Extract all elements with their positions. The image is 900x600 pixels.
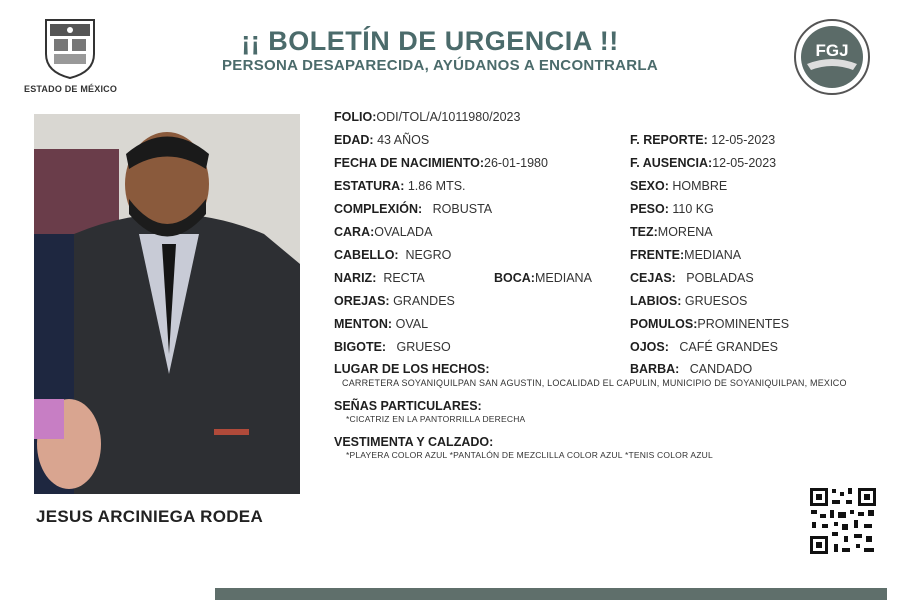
person-name: JESUS ARCINIEGA RODEA: [36, 507, 264, 526]
field-estatura: ESTATURA: 1.86 MTS.: [334, 179, 466, 193]
estado-de-mexico-logo: [24, 14, 116, 94]
field-complexion: COMPLEXIÓN: ROBUSTA: [334, 202, 493, 216]
field-edad: EDAD: 43 AÑOS: [334, 133, 430, 147]
field-senas-label: SEÑAS PARTICULARES:: [334, 399, 482, 413]
state-caption: ESTADO DE MÉXICO: [24, 84, 118, 94]
field-pomulos: POMULOS:PROMINENTES: [630, 317, 790, 331]
field-cara: CARA:OVALADA: [334, 225, 433, 239]
field-sexo: SEXO: HOMBRE: [630, 179, 728, 193]
field-bigote: BIGOTE: GRUESO: [334, 340, 451, 354]
field-vestimenta-value: *PLAYERA COLOR AZUL *PANTALÓN DE MEZCLILLA COLOR AZUL *TENIS COLOR AZUL: [346, 450, 713, 460]
bulletin-subtitle: PERSONA DESAPARECIDA, AYÚDANOS A ENCONTRARLA: [221, 57, 658, 74]
field-orejas: OREJAS: GRANDES: [334, 294, 455, 308]
field-lugar-value: CARRETERA SOYANIQUILPAN SAN AGUSTIN, LOCALIDAD EL CAPULIN, MUNICIPIO DE SOYANIQUILPAN, MEXICO: [342, 378, 847, 388]
field-labios: LABIOS: GRUESOS: [630, 294, 748, 308]
estado-de-mexico-crest-icon: [40, 14, 100, 80]
field-tez: TEZ:MORENA: [630, 225, 713, 239]
field-barba: BARBA: CANDADO: [630, 362, 753, 376]
field-menton: MENTON: OVAL: [334, 317, 429, 331]
field-folio: FOLIO:ODI/TOL/A/1011980/2023: [334, 110, 521, 124]
fgj-seal-icon: [793, 18, 871, 96]
field-lugar-label: LUGAR DE LOS HECHOS:: [334, 362, 490, 376]
field-f-reporte: F. REPORTE: 12-05-2023: [630, 133, 776, 147]
field-ojos: OJOS: CAFÉ GRANDES: [630, 340, 778, 354]
field-f-ausencia: F. AUSENCIA:12-05-2023: [630, 156, 777, 170]
missing-person-photo: [34, 114, 300, 494]
field-boca: BOCA:MEDIANA: [494, 271, 592, 285]
bottom-band: [215, 588, 887, 600]
field-cejas: CEJAS: POBLADAS: [630, 271, 754, 285]
field-senas-value: *CICATRIZ EN LA PANTORRILLA DERECHA: [346, 414, 526, 424]
field-vestimenta-label: VESTIMENTA Y CALZADO:: [334, 435, 494, 449]
qr-code-icon: [808, 486, 878, 556]
bulletin-title: ¡¡ BOLETÍN DE URGENCIA !!: [241, 26, 619, 56]
fgj-logo-text: FGJ: [815, 41, 849, 60]
field-peso: PESO: 110 KG: [630, 202, 714, 216]
field-cabello: CABELLO: NEGRO: [334, 248, 452, 262]
field-fecha-nacimiento: FECHA DE NACIMIENTO:26-01-1980: [334, 156, 548, 170]
field-nariz: NARIZ: RECTA: [334, 271, 425, 285]
field-frente: FRENTE:MEDIANA: [630, 248, 742, 262]
